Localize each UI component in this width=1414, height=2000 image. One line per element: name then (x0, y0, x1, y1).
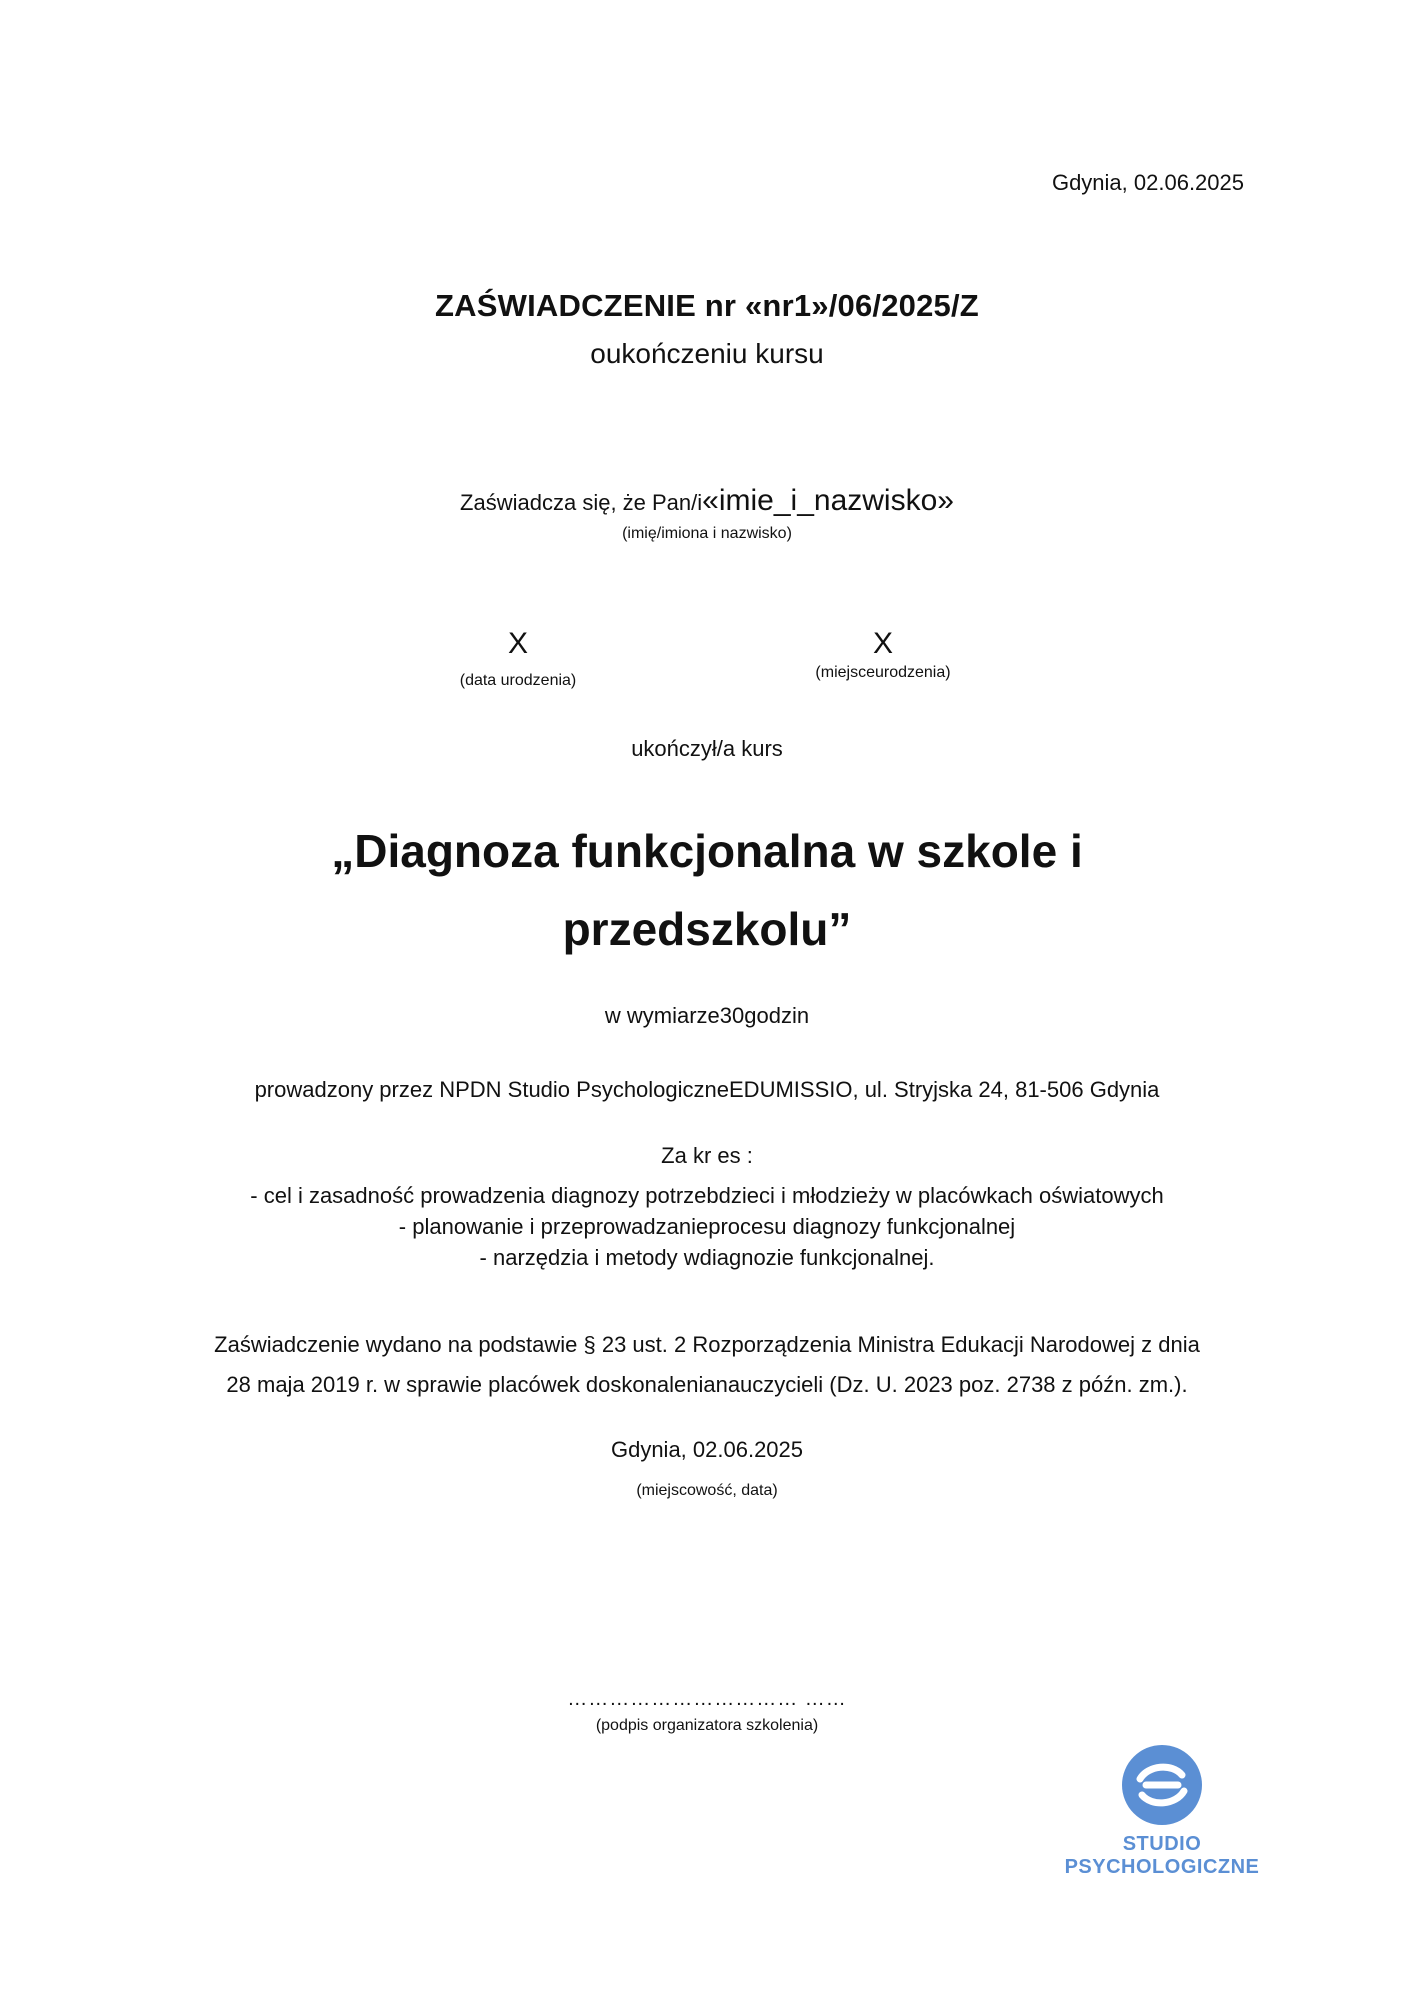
signature-caption: (podpis organizatora szkolenia) (595, 1717, 819, 1734)
hours-text: w wymiarze30godzin (604, 1003, 810, 1028)
birth-place-caption: (miejsceurodzenia) (815, 664, 951, 681)
logo-line1: STUDIO (1122, 1833, 1202, 1855)
logo-line2: PSYCHOLOGICZNE (1064, 1856, 1260, 1878)
organizer-text: prowadzony przez NPDN Studio PsychologiczneEDUMISSIO, ul. Stryjska 24, 81-506 Gdynia (254, 1077, 1160, 1102)
certificate-title: ZAŚWIADCZENIE nr «nr1»/06/2025/Z (435, 288, 979, 323)
course-title-line1: „Diagnoza funkcjonalna w szkole i (331, 825, 1083, 877)
scope-heading: Za kr es : (661, 1143, 753, 1168)
legal-basis (0, 1325, 1414, 1405)
name-field: «imie_i_nazwisko» (702, 484, 954, 517)
signature-line: …………………………… …… (567, 1688, 847, 1710)
studio-logo (1062, 1745, 1262, 1879)
course-title (0, 812, 1414, 968)
course-title-line2: przedszkolu” (562, 903, 852, 955)
birth-date-caption: (data urodzenia) (459, 672, 577, 689)
header-place-date: Gdynia, 02.06.2025 (1051, 170, 1244, 195)
studio-logo-icon (1122, 1745, 1202, 1825)
scope-item: - cel i zasadność prowadzenia diagnozy potrzebdzieci i młodzieży w placówkach oświatowych (250, 1183, 1164, 1208)
scope-list (0, 1180, 1414, 1273)
legal-line1: Zaświadczenie wydano na podstawie § 23 ust. 2 Rozporządzenia Ministra Edukacji Narodowej z dnia (214, 1332, 1200, 1357)
issue-caption: (miejscowość, data) (636, 1482, 778, 1499)
issue-place-date: Gdynia, 02.06.2025 (610, 1437, 804, 1462)
certify-line (0, 484, 1414, 518)
logo-text (1062, 1833, 1262, 1879)
scope-item: - planowanie i przeprowadzanieprocesu diagnozy funkcjonalnej (398, 1214, 1016, 1239)
legal-line2: 28 maja 2019 r. w sprawie placówek doskonalenianauczycieli (Dz. U. 2023 poz. 2738 z późn. zm.). (226, 1372, 1188, 1397)
birth-date-value: X (507, 627, 528, 660)
completed-text: ukończył/a kurs (631, 736, 783, 761)
birth-place-value: X (872, 627, 893, 660)
name-caption: (imię/imiona i nazwisko) (622, 525, 792, 542)
scope-item: - narzędzia i metody wdiagnozie funkcjonalnej. (479, 1245, 935, 1270)
certify-prefix: Zaświadcza się, że Pan/i (460, 490, 703, 515)
certificate-subtitle: oukończeniu kursu (590, 338, 824, 369)
